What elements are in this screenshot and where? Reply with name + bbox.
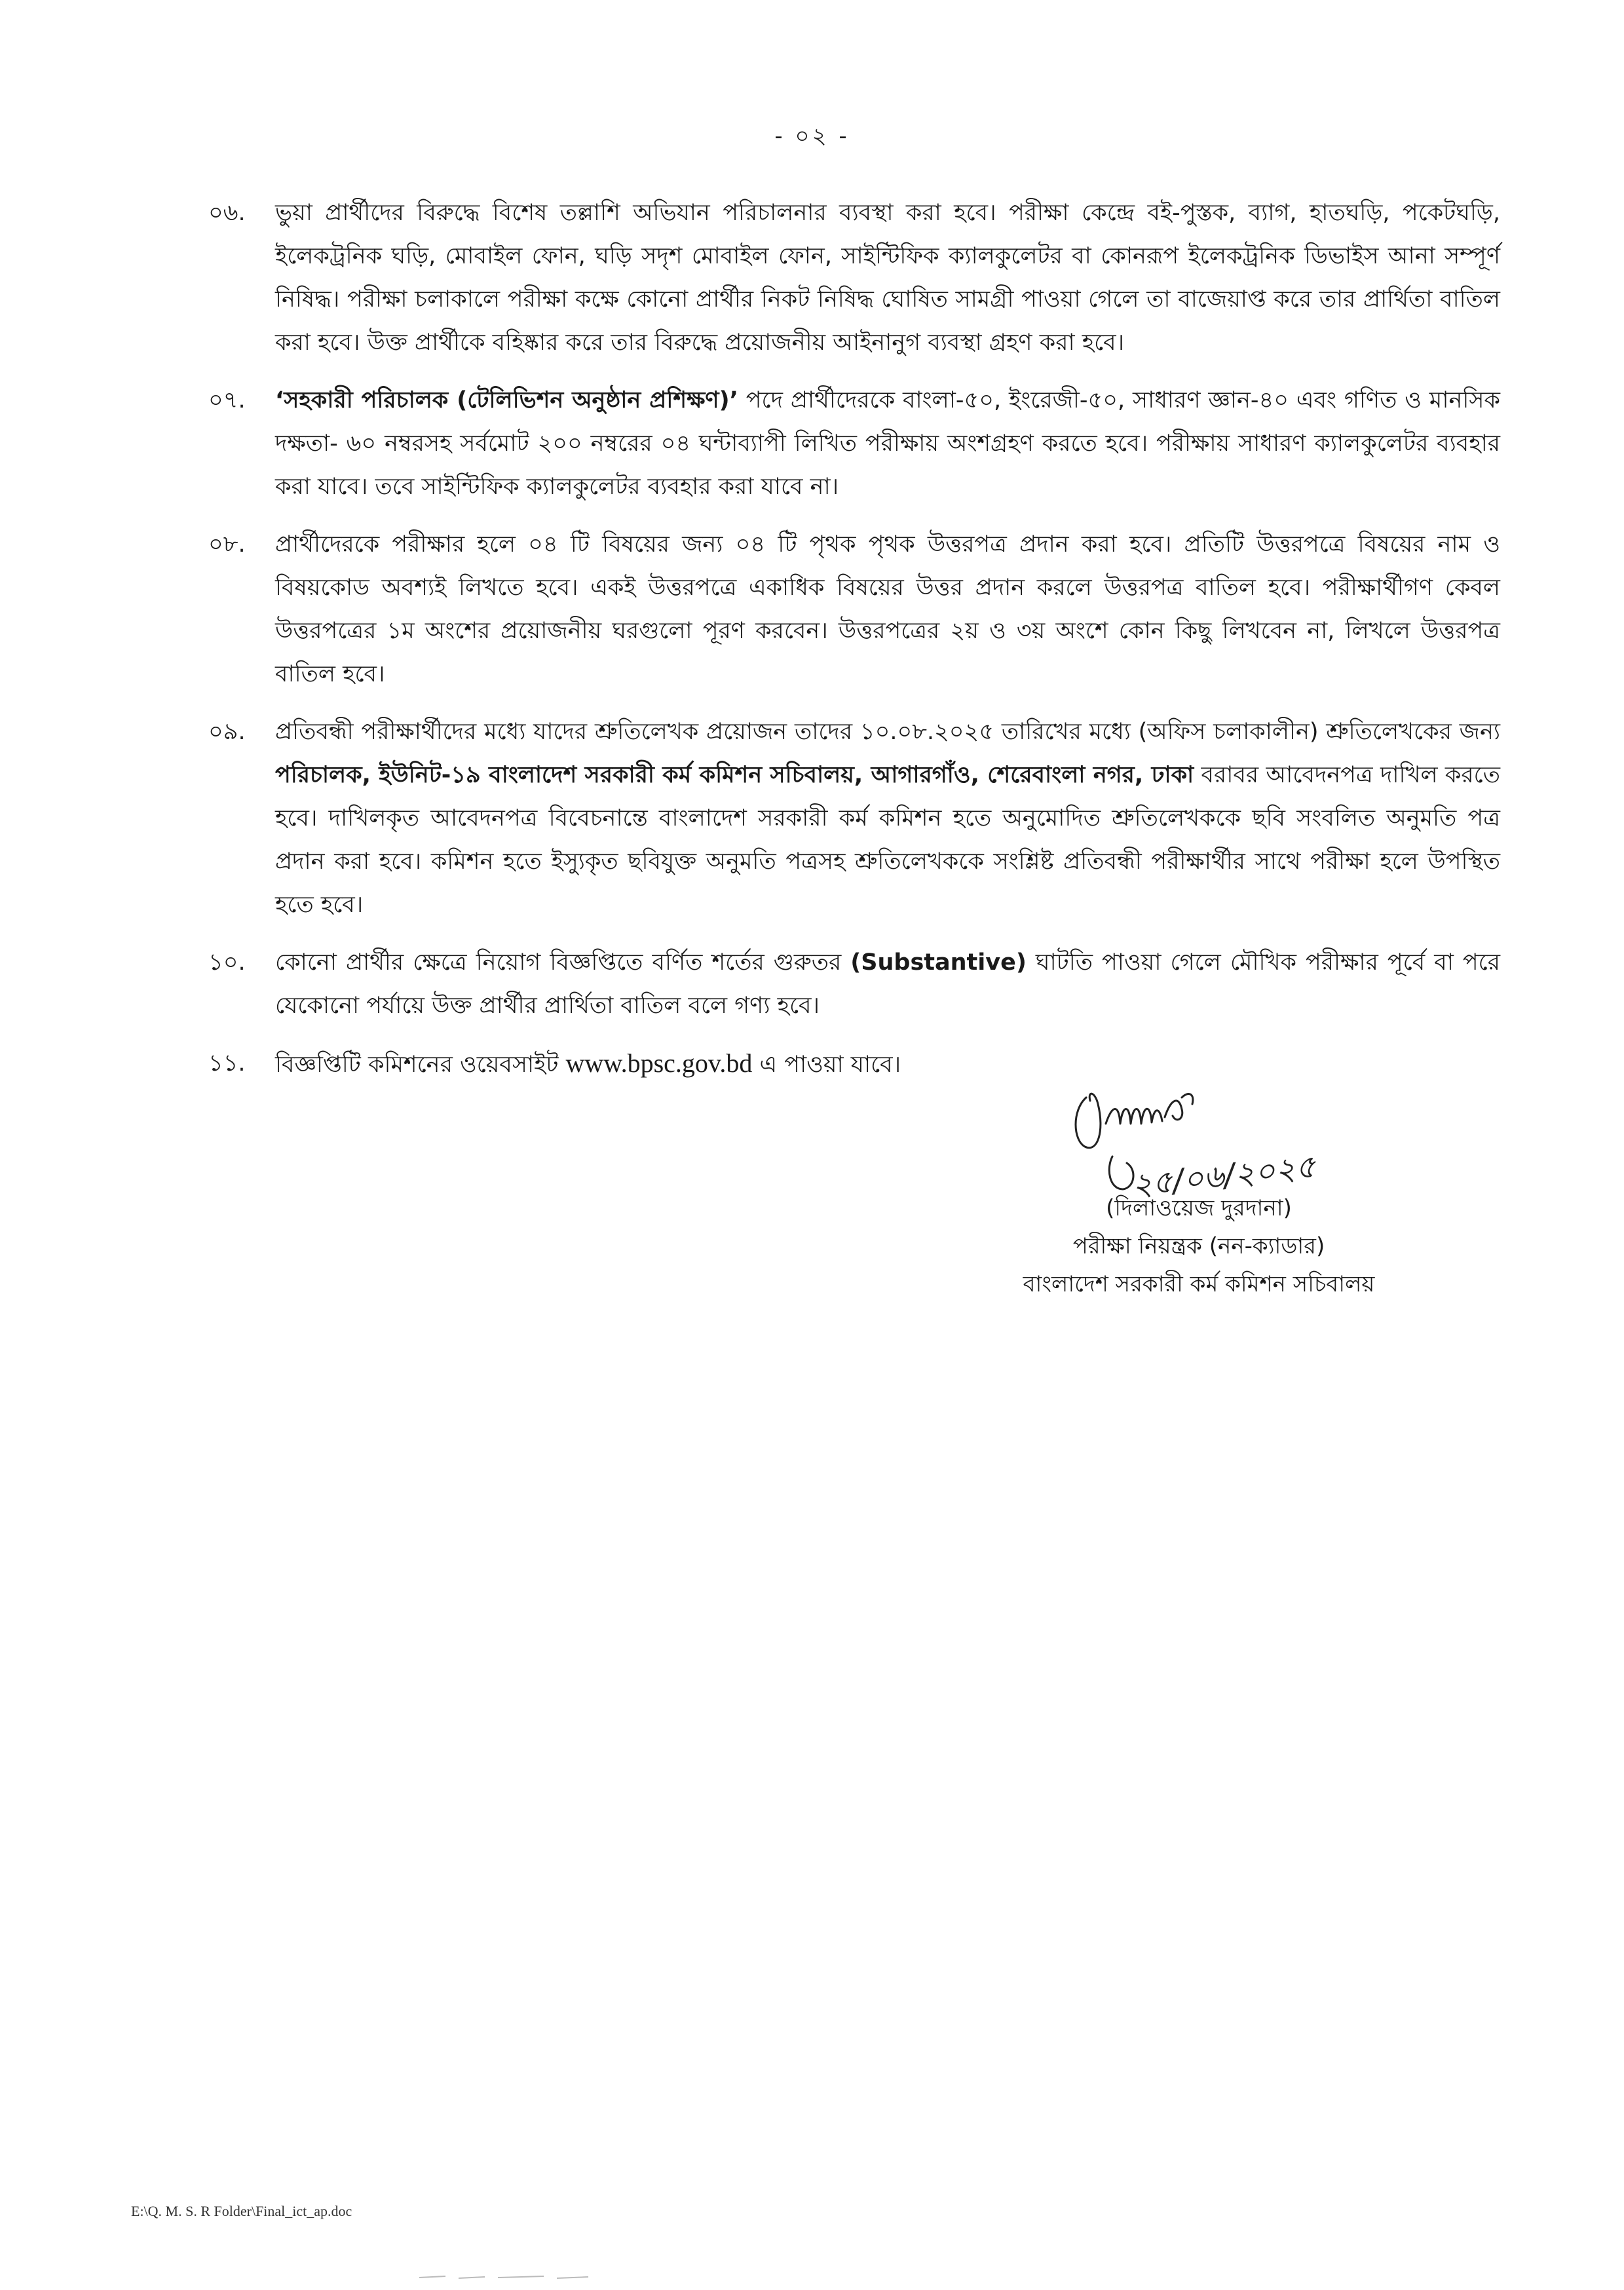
item-number: ০৯. (208, 719, 246, 745)
body-text: এ পাওয়া যাবে। (752, 1052, 901, 1078)
body-text: ঘাটতি পাওয়া গেলে মৌখিক পরীক্ষার পূর্বে বা পরে যেকোনো পর্যায়ে উক্ত প্রার্থীর প্রার্থিতা বাতিল বলে গণ্য হবে। (275, 949, 1500, 1019)
item-number: ১০. (208, 949, 246, 976)
scan-artifact (419, 2272, 590, 2281)
signatory-designation: পরীক্ষা নিয়ন্ত্রক (নন-ক্যাডার) (1072, 1233, 1325, 1259)
notice-items-list (208, 191, 1500, 1101)
signatory-block (904, 1189, 1494, 1303)
item-text (275, 379, 1500, 508)
item-text (275, 191, 1500, 364)
item-text (275, 523, 1500, 696)
bold-text: (Substantive) (850, 949, 1027, 976)
signatory-name: (দিলাওয়েজ দুরদানা) (1106, 1195, 1292, 1221)
item-number: ১১. (208, 1050, 246, 1077)
website-url: www.bpsc.gov.bd (565, 1048, 753, 1078)
notice-item (208, 710, 1500, 926)
notice-item (208, 941, 1500, 1027)
body-text: প্রার্থীদেরকে পরীক্ষার হলে ০৪ টি বিষয়ের জন্য ০৪ টি পৃথক পৃথক উত্তরপত্র প্রদান করা হবে। প্রতিটি উত্তরপত্রে বিষয়ের নাম ও বিষয়কোড অবশ্যই লিখতে হবে। একই উত্তরপত্রে একাধিক বিষয়ের উত্তর প্রদান করলে উত্তরপত্র বাতিল হবে। পরীক্ষার্থীগণ কেবল উত্তরপত্রের ১ম অংশের প্রয়োজনীয় ঘরগুলো পূরণ করবেন। উত্তরপত্রের ২য় ও ৩য় অংশে কোন কিছু লিখবেন না, লিখলে উত্তরপত্র বাতিল হবে। (275, 531, 1500, 687)
body-text: কোনো প্রার্থীর ক্ষেত্রে নিয়োগ বিজ্ঞপ্তিতে বর্ণিত শর্তের গুরুতর (275, 949, 851, 976)
body-text: বরাবর আবেদনপত্র দাখিল করতে হবে। দাখিলকৃত আবেদনপত্র বিবেচনান্তে বাংলাদেশ সরকারী কর্ম কমিশন হতে অনুমোদিত শ্রুতিলেখককে ছবি সংবলিত অনুমতি পত্র প্রদান করা হবে। কমিশন হতে ইস্যুকৃত ছবিযুক্ত অনুমতি পত্রসহ শ্রুতিলেখককে সংশ্লিষ্ট প্রতিবন্ধী পরীক্ষার্থীর সাথে পরীক্ষা হলে উপস্থিত হতে হবে। (275, 762, 1500, 918)
footer-file-path: E:\Q. M. S. R Folder\Final_ict_ap.doc (131, 2203, 352, 2219)
body-text: পদে প্রার্থীদেরকে বাংলা-৫০, ইংরেজী-৫০, সাধারণ জ্ঞান-৪০ এবং গণিত ও মানসিক দক্ষতা- ৬০ নম্বরসহ সর্বমোট ২০০ নম্বরের ০৪ ঘন্টাব্যাপী লিখিত পরীক্ষায় অংশগ্রহণ করতে হবে। পরীক্ষায় সাধারণ ক্যালকুলেটর ব্যবহার করা যাবে। তবে সাইন্টিফিক ক্যালকুলেটর ব্যবহার করা যাবে না। (275, 387, 1500, 500)
body-text: প্রতিবন্ধী পরীক্ষার্থীদের মধ্যে যাদের শ্রুতিলেখক প্রয়োজন তাদের ১০.০৮.২০২৫ তারিখের মধ্যে (অফিস চলাকালীন) শ্রুতিলেখকের জন্য (275, 719, 1500, 745)
body-text: বিজ্ঞপ্তিটি কমিশনের ওয়েবসাইট (275, 1052, 566, 1078)
bold-text: পরিচালক, ইউনিট-১৯ বাংলাদেশ সরকারী কর্ম কমিশন সচিবালয়, আগারগাঁও, শেরেবাংলা নগর, ঢাকা (275, 762, 1194, 788)
page-number: - ০২ - (774, 123, 850, 149)
item-text (275, 941, 1500, 1027)
signature-date: ২৫/০৬/২০২৫ (1129, 1148, 1318, 1204)
signatory-office: বাংলাদেশ সরকারী কর্ম কমিশন সচিবালয় (1023, 1271, 1375, 1297)
notice-item (208, 379, 1500, 508)
notice-item (208, 523, 1500, 696)
notice-item (208, 191, 1500, 364)
bold-text: ‘সহকারী পরিচালক (টেলিভিশন অনুষ্ঠান প্রশিক্ষণ)’ (275, 387, 738, 413)
item-number: ০৮. (208, 531, 246, 558)
item-text (275, 710, 1500, 926)
item-number: ০৭. (208, 387, 246, 413)
body-text: ভুয়া প্রার্থীদের বিরুদ্ধে বিশেষ তল্লাশি অভিযান পরিচালনার ব্যবস্থা করা হবে। পরীক্ষা কেন্দ্রে বই-পুস্তক, ব্যাগ, হাতঘড়ি, পকেটঘড়ি, ইলেকট্রনিক ঘড়ি, মোবাইল ফোন, ঘড়ি সদৃশ মোবাইল ফোন, সাইন্টিফিক ক্যালকুলেটর বা কোনরূপ ইলেকট্রনিক ডিভাইস আনা সম্পূর্ণ নিষিদ্ধ। পরীক্ষা চলাকালে পরীক্ষা কক্ষে কোনো প্রার্থীর নিকট নিষিদ্ধ ঘোষিত সামগ্রী পাওয়া গেলে তা বাজেয়াপ্ত করে তার প্রার্থিতা বাতিল করা হবে। উক্ত প্রার্থীকে বহিষ্কার করে তার বিরুদ্ধে প্রয়োজনীয় আইনানুগ ব্যবস্থা গ্রহণ করা হবে। (275, 200, 1500, 356)
item-number: ০৬. (208, 200, 246, 226)
